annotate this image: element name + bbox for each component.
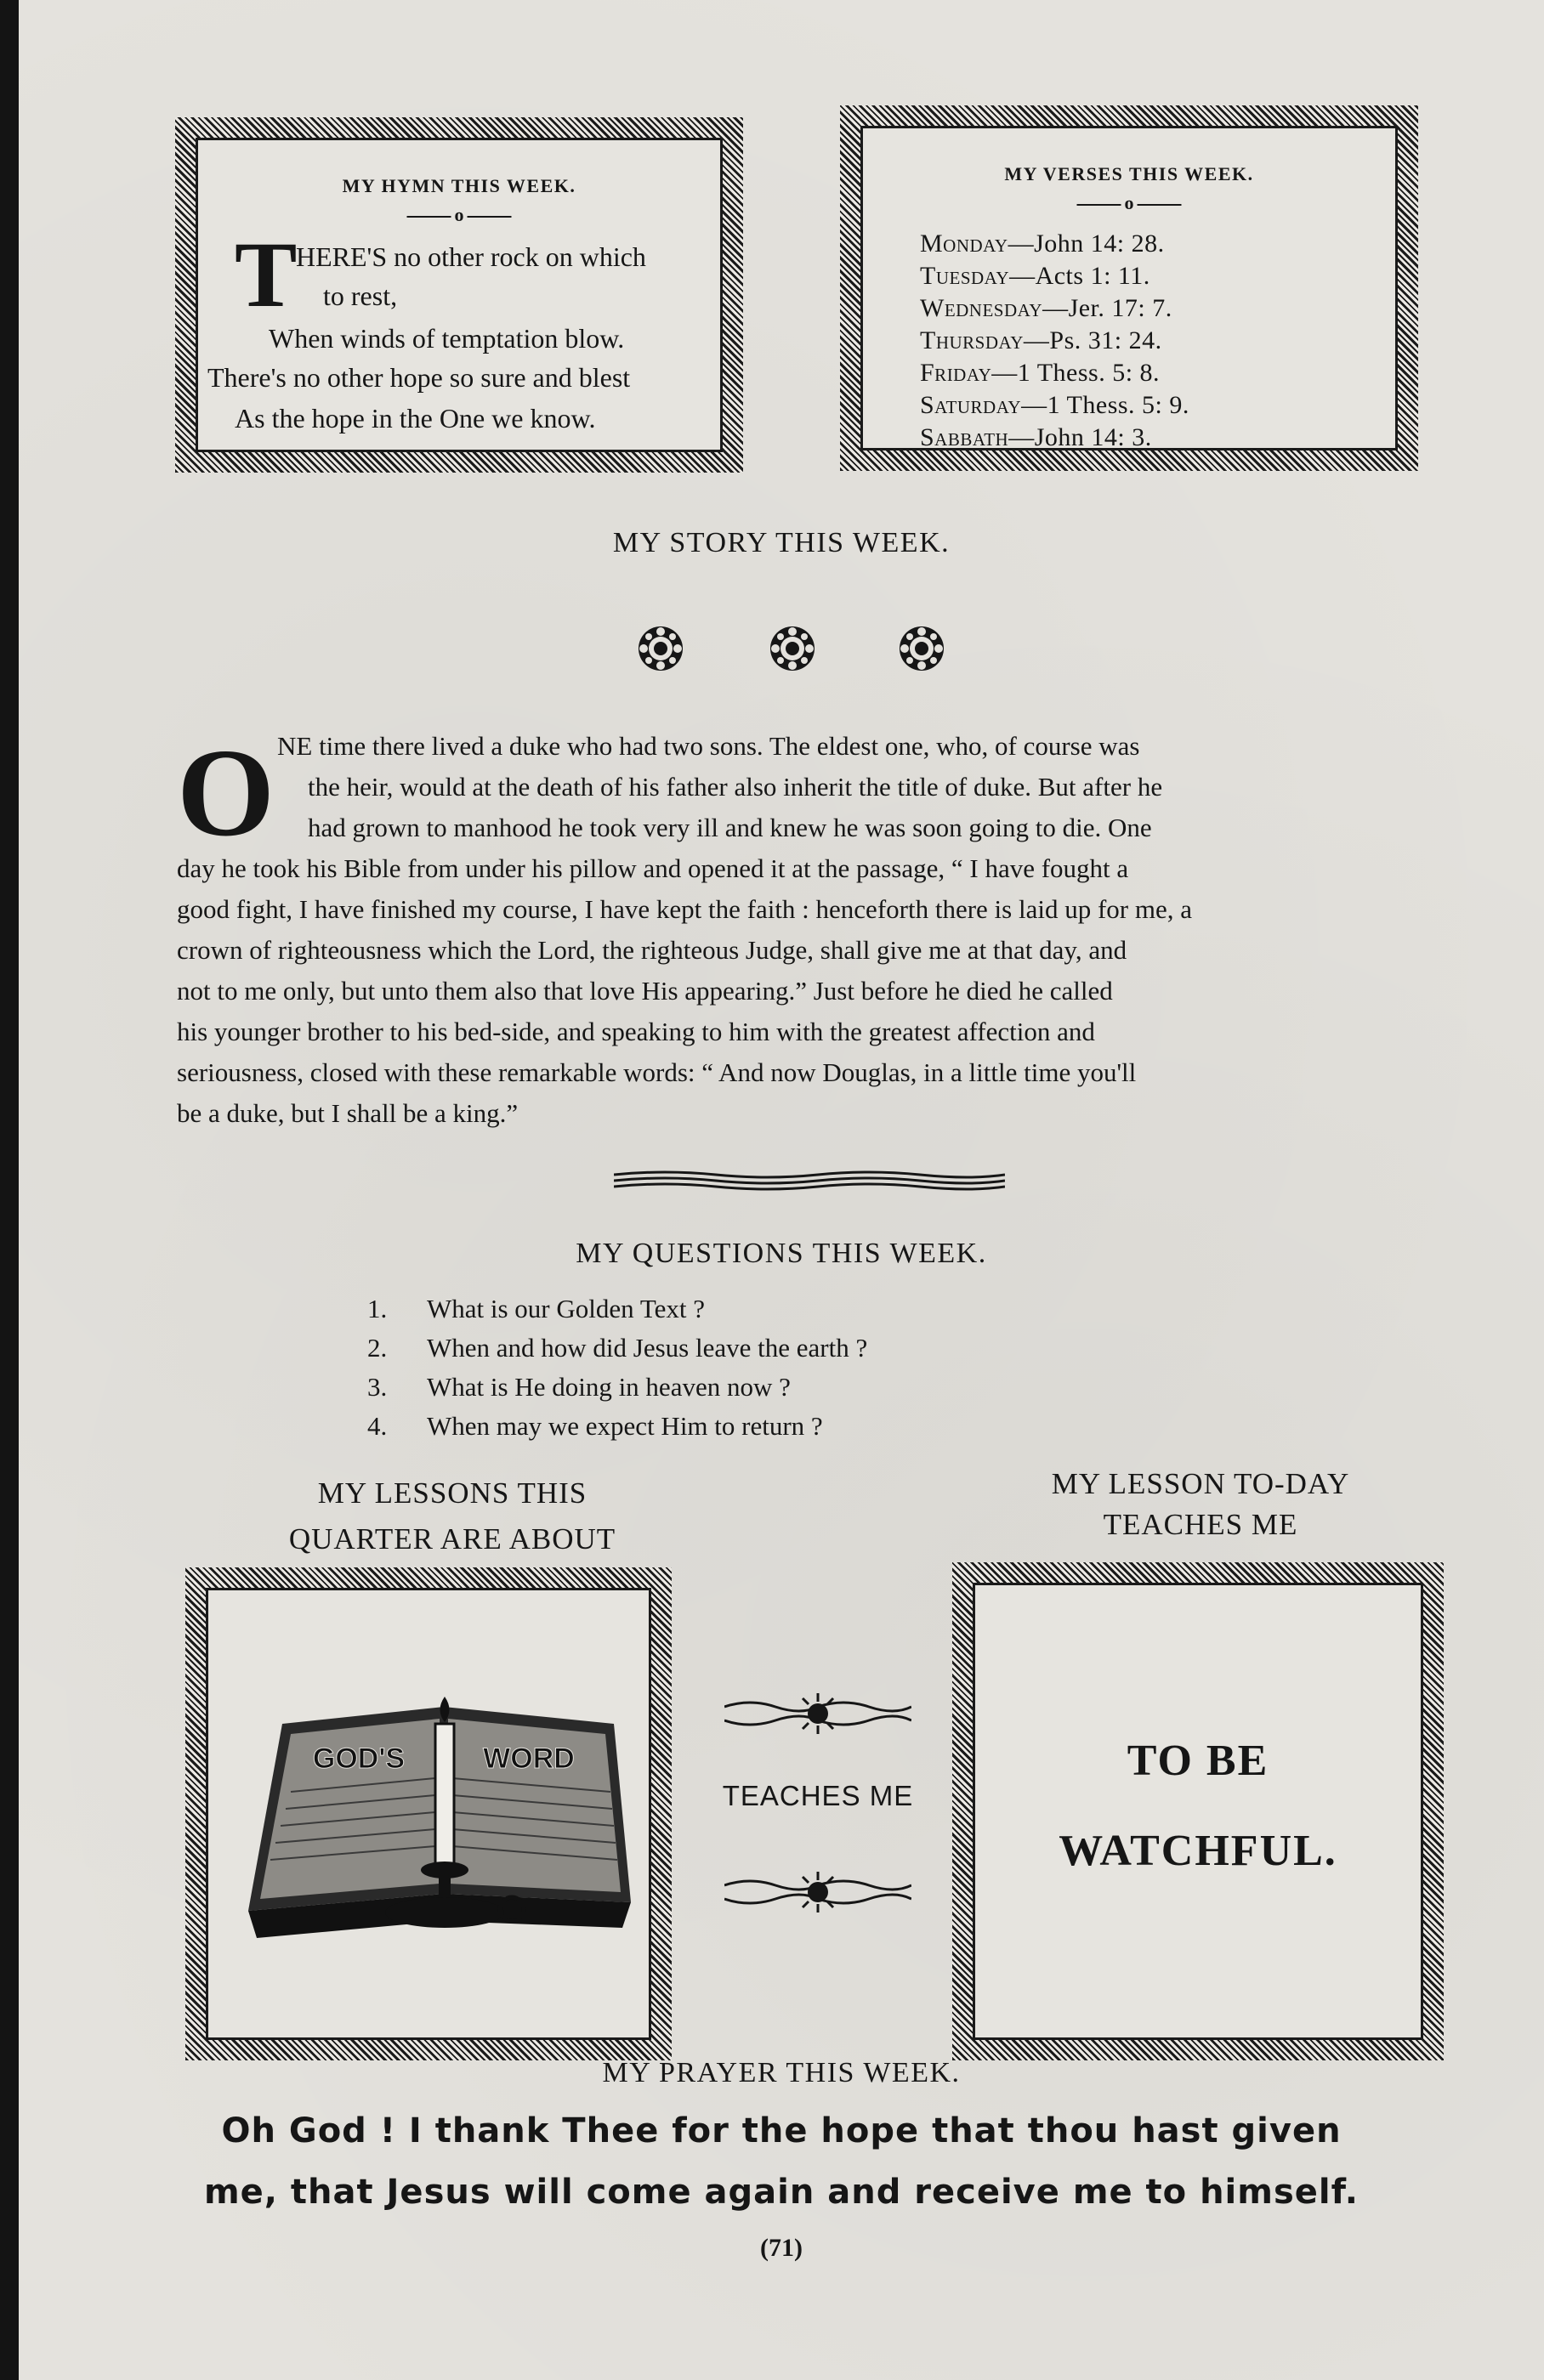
verse-thursday: Thursday—Ps. 31: 24. <box>920 326 1162 354</box>
verse-wednesday: Wednesday—Jer. 17: 7. <box>920 294 1172 322</box>
hymn-divider: o <box>404 204 515 226</box>
story-drop-cap: O <box>177 723 275 863</box>
verse-monday: Monday—John 14: 28. <box>920 230 1165 258</box>
verses-box <box>840 105 1418 471</box>
bible-candle-icon <box>231 1690 639 1970</box>
teaches-me-label: TEACHES ME <box>722 1780 914 1811</box>
hymn-title: MY HYMN THIS WEEK. <box>342 175 576 196</box>
question-2: 2. When and how did Jesus leave the earth ? <box>367 1333 868 1363</box>
story-line-3: had grown to manhood he took very ill and knew he was soon going to die. One <box>308 813 1152 842</box>
book-right-label: WORD <box>483 1742 575 1775</box>
hymn-line-3: When winds of temptation blow. <box>269 323 625 354</box>
lessons-right-title: MY LESSON TO-DAY TEACHES ME <box>1051 1467 1350 1541</box>
page-number: (71) <box>760 2234 803 2262</box>
lessons-left-box <box>185 1567 672 2060</box>
rosette-ornaments <box>622 619 979 678</box>
book-left-label: GOD'S <box>312 1742 406 1775</box>
lesson-answer-line-2: WATCHFUL. <box>1059 1827 1337 1875</box>
story-line-8: his younger brother to his bed-side, and speaking to him with the greatest affection and <box>177 1017 1095 1046</box>
verse-friday: Friday—1 Thess. 5: 8. <box>920 359 1161 387</box>
rosette-icon <box>639 626 683 671</box>
story-line-2: the heir, would at the death of his father also inherit the title of duke. But after he <box>308 772 1163 802</box>
story-line-6: crown of righteousness which the Lord, the righteous Judge, shall give me at that day, and <box>177 935 1127 965</box>
page <box>19 0 1544 2380</box>
sun-ornament-top-icon <box>724 1688 911 1739</box>
verse-saturday: Saturday—1 Thess. 5: 9. <box>920 391 1189 419</box>
question-1: 1. What is our Golden Text ? <box>367 1294 705 1323</box>
prayer-line-1: Oh God ! I thank Thee for the hope that thou hast given <box>221 2111 1342 2150</box>
questions-title: MY QUESTIONS THIS WEEK. <box>576 1238 987 1269</box>
lessons-right-box <box>952 1562 1444 2060</box>
hymn-line-2: to rest, <box>323 280 398 311</box>
question-3: 3. What is He doing in heaven now ? <box>367 1372 791 1402</box>
wavy-divider-icon <box>614 1168 1005 1193</box>
lessons-left-title: MY LESSONS THIS QUARTER ARE ABOUT <box>288 1476 616 1556</box>
hymn-line-4: There's no other hope so sure and blest <box>207 362 631 393</box>
sun-ornament-bottom-icon <box>724 1867 911 1918</box>
verses-title: MY VERSES THIS WEEK. <box>1004 163 1254 184</box>
hymn-box <box>175 117 743 473</box>
prayer-title: MY PRAYER THIS WEEK. <box>602 2057 961 2088</box>
verse-sabbath: Sabbath—John 14: 3. <box>920 423 1152 451</box>
story-line-10: be a duke, but I shall be a king.” <box>177 1098 519 1128</box>
story-line-4: day he took his Bible from under his pillow and opened it at the passage, “ I have fought a <box>177 853 1129 883</box>
hymn-line-1: HERE'S no other rock on which <box>296 241 646 272</box>
hymn-drop-cap: T <box>235 223 298 326</box>
verses-divider: o <box>1074 192 1185 214</box>
story-line-1: NE time there lived a duke who had two sons. The eldest one, who, of course was <box>277 731 1140 761</box>
prayer-line-2: me, that Jesus will come again and receive me to himself. <box>203 2173 1359 2212</box>
rosette-icon <box>770 626 815 671</box>
story-line-9: seriousness, closed with these remarkable words: “ And now Douglas, in a little time you'll <box>177 1057 1137 1087</box>
question-4: 4. When may we expect Him to return ? <box>367 1411 823 1441</box>
rosette-icon <box>900 626 944 671</box>
story-line-7: not to me only, but unto them also that love His appearing.” Just before he died he called <box>177 976 1113 1006</box>
story-title: MY STORY THIS WEEK. <box>612 527 951 558</box>
story-line-5: good fight, I have finished my course, I have kept the faith : henceforth there is laid up for me, a <box>177 894 1192 924</box>
hymn-line-5: As the hope in the One we know. <box>235 403 596 434</box>
verse-tuesday: Tuesday—Acts 1: 11. <box>920 262 1150 290</box>
lesson-answer-line-1: TO BE <box>1127 1737 1269 1785</box>
